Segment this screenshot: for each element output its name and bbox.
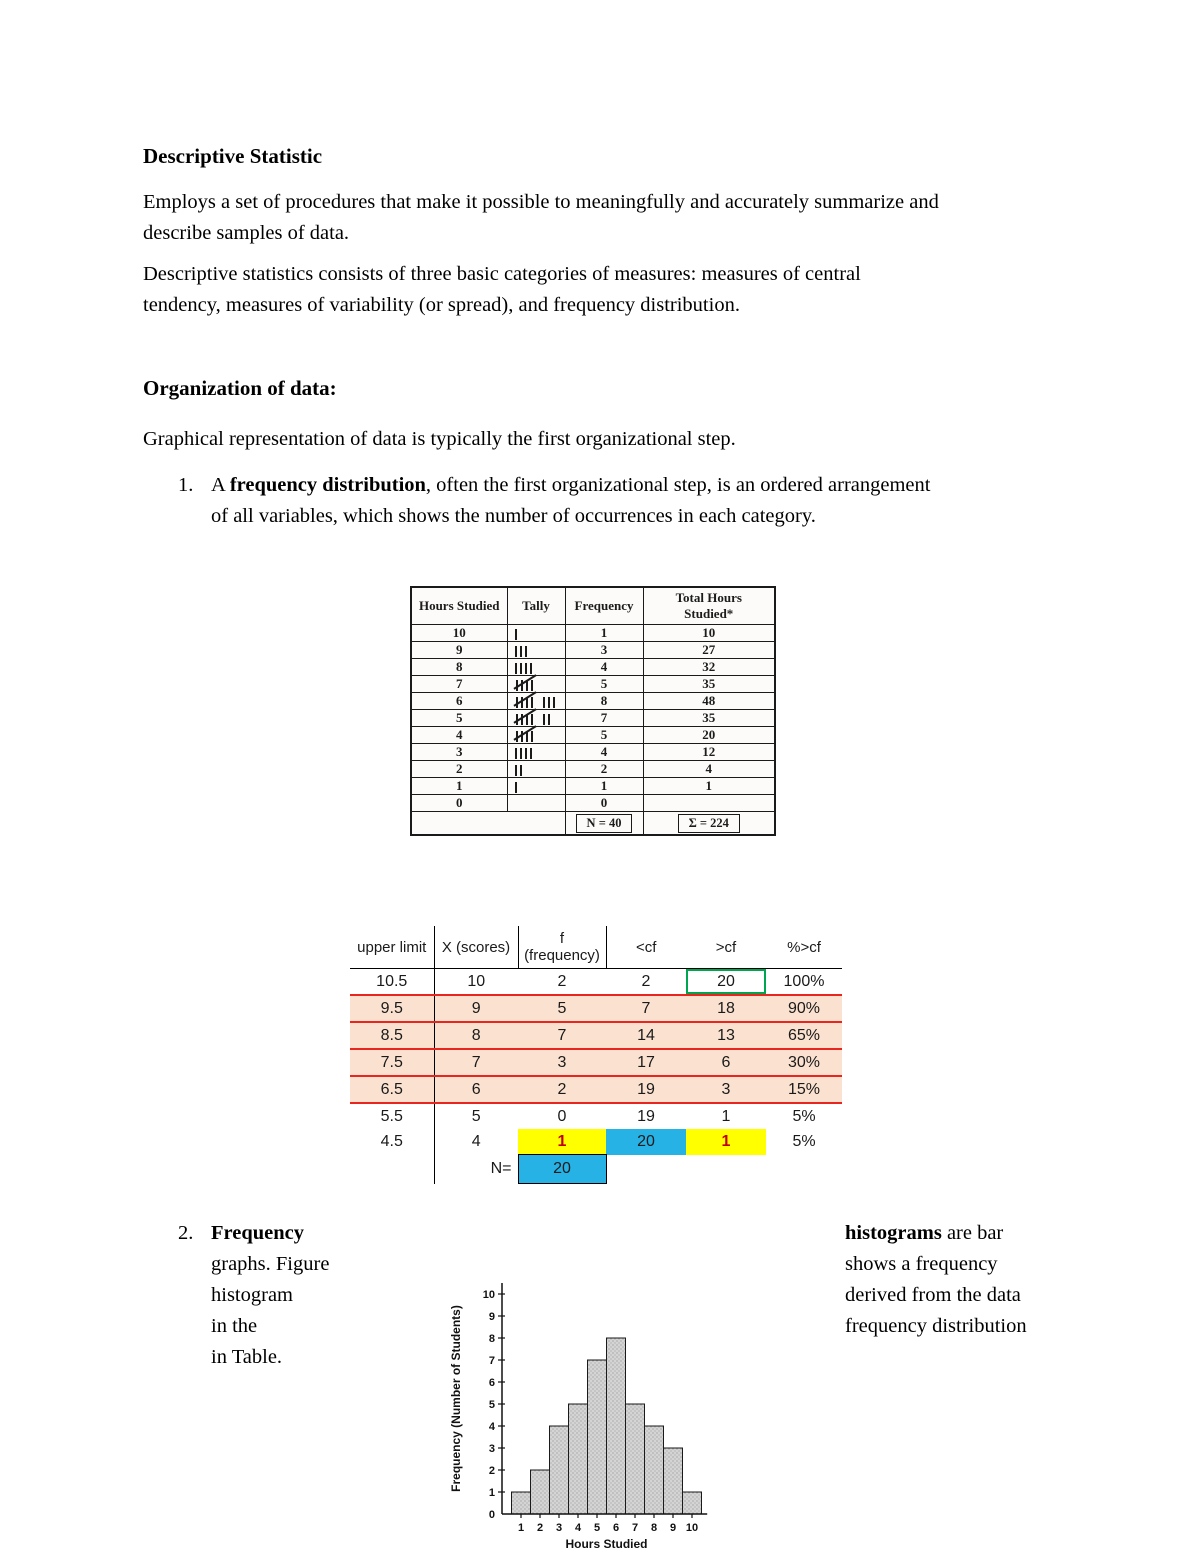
text-line: histogram: [211, 1284, 293, 1306]
tally-mark-icon: [526, 680, 528, 691]
tally-mark-icon: [530, 748, 532, 759]
frequency-distribution-table: [410, 586, 776, 836]
tally-mark-icon: [531, 731, 533, 742]
table-cell: 9: [411, 642, 507, 659]
table-cell: 13: [686, 1022, 766, 1049]
table-summary-row: [411, 812, 775, 836]
column-header: f (frequency): [518, 926, 606, 969]
x-tick-label: 8: [650, 1522, 658, 1534]
table-cell: 8: [434, 1022, 518, 1049]
tally-mark-icon: [515, 782, 517, 793]
tally-mark-icon: [520, 663, 522, 674]
histogram-bar: [569, 1404, 588, 1514]
column-header: Hours Studied: [411, 587, 507, 625]
table-cell: 10.5: [350, 969, 434, 996]
tally-mark-icon: [521, 731, 523, 742]
table-cell: 30%: [766, 1049, 842, 1076]
paragraph-line: describe samples of data.: [143, 222, 350, 244]
histogram-bar: [664, 1448, 683, 1514]
x-tick-label: 5: [593, 1522, 601, 1534]
text-line: in the: [211, 1315, 258, 1337]
histogram-bar: [588, 1360, 607, 1514]
tally-five-icon: [514, 727, 536, 743]
list-item-1: [211, 470, 1081, 532]
table-row: [350, 969, 842, 996]
frequency-histogram-figure: [444, 1276, 734, 1557]
table-cell: 2: [565, 761, 643, 778]
table-cell: 1: [565, 778, 643, 795]
table-cell: 14: [606, 1022, 686, 1049]
empty-cell: [606, 1155, 686, 1184]
column-header: Total Hours Studied*: [643, 587, 775, 625]
table-cell: 17: [606, 1049, 686, 1076]
tally-mark-icon: [515, 663, 517, 674]
table-row: [411, 625, 775, 642]
tally-mark-icon: [521, 697, 523, 708]
table-cell: 3: [565, 642, 643, 659]
x-tick-label: 10: [685, 1522, 699, 1534]
paragraph-summary: [143, 187, 1073, 249]
tally-mark-icon: [526, 697, 528, 708]
column-header: upper limit: [350, 926, 434, 969]
table-cell: 35: [643, 710, 775, 727]
table-cell: 1: [721, 1107, 731, 1125]
table-cell: 35: [643, 676, 775, 693]
list-item-1-number: 1.: [178, 474, 194, 496]
tally-mark-icon: [531, 714, 533, 725]
table-cell: 9: [434, 995, 518, 1022]
y-tick-label: 2: [488, 1465, 495, 1477]
n-value-cell: 20: [518, 1155, 606, 1184]
table-row: [411, 710, 775, 727]
table-cell: 9.5: [350, 995, 434, 1022]
table-cell: 1: [518, 1129, 606, 1155]
table-cell: 0: [411, 795, 507, 812]
y-tick-label: 10: [482, 1289, 495, 1301]
x-tick-label: 3: [555, 1522, 563, 1534]
table-row: [411, 778, 775, 795]
table-cell: 20: [686, 969, 766, 996]
table-cell: 7.5: [350, 1049, 434, 1076]
cumulative-frequency-table: [350, 926, 842, 1184]
table-cell: 2: [606, 969, 686, 996]
table-cell: 7: [606, 995, 686, 1022]
table-cell: 10: [434, 969, 518, 996]
y-tick-label: 5: [488, 1399, 495, 1411]
table-cell: 5.5: [380, 1107, 403, 1125]
table-row: [411, 795, 775, 812]
table-row: [411, 727, 775, 744]
table-cell: 48: [643, 693, 775, 710]
tally-mark-icon: [515, 765, 517, 776]
tally-mark-icon: [521, 680, 523, 691]
tally-five-icon: [514, 710, 536, 726]
column-header: Tally: [507, 587, 565, 625]
table-footer-row: [350, 1155, 842, 1184]
text-line: Frequency: [211, 1222, 305, 1244]
n-total-box: N = 40: [576, 814, 633, 833]
tally-mark-icon: [526, 731, 528, 742]
table-cell: 4: [565, 659, 643, 676]
table-cell: 65%: [766, 1022, 842, 1049]
list-item-2-left-text: [211, 1218, 381, 1373]
section-heading: Organization of data:: [143, 376, 337, 400]
column-header: Frequency: [565, 587, 643, 625]
column-header: X (scores): [434, 926, 518, 969]
y-tick-label: 8: [488, 1333, 495, 1345]
tally-cell: [507, 693, 565, 710]
table-row: [350, 1022, 842, 1049]
tally-cell: [507, 710, 565, 727]
histogram-bar: [531, 1470, 550, 1514]
tally-mark-icon: [515, 646, 517, 657]
y-tick-label: 6: [488, 1377, 495, 1389]
tally-five-icon: [514, 693, 536, 709]
table-cell: 12: [643, 744, 775, 761]
text-run-bold: frequency distribution: [229, 474, 426, 496]
tally-mark-icon: [526, 714, 528, 725]
column-header: %>cf: [766, 926, 842, 969]
table-cell: 19: [637, 1107, 655, 1125]
tally-mark-icon: [548, 697, 550, 708]
tally-mark-icon: [531, 697, 533, 708]
text-line: shows a frequency: [845, 1253, 998, 1275]
table-cell: 5: [565, 676, 643, 693]
sigma-total-box: Σ = 224: [678, 814, 740, 833]
table-cell: 32: [643, 659, 775, 676]
y-axis-title: Frequency (Number of Students): [449, 1305, 463, 1492]
tally-mark-icon: [520, 646, 522, 657]
empty-cell: [766, 1155, 842, 1184]
table-cell: 1: [565, 625, 643, 642]
tally-cell: [507, 795, 565, 812]
tally-mark-icon: [515, 629, 517, 640]
tally-mark-icon: [516, 680, 518, 691]
table-cell: 3: [411, 744, 507, 761]
list-item-2-right-text: [845, 1218, 1075, 1342]
table-cell: 0: [557, 1107, 567, 1125]
tally-mark-icon: [520, 748, 522, 759]
text-line: derived from the data: [845, 1284, 1021, 1306]
table-cell: 20: [606, 1129, 686, 1155]
table-row: [411, 676, 775, 693]
tally-cell: [507, 625, 565, 642]
table-cell: 20: [643, 727, 775, 744]
tally-cell: [507, 778, 565, 795]
list-item-line: [211, 470, 1081, 501]
histogram-bar: [550, 1426, 569, 1514]
table-cell: 5: [434, 1103, 518, 1129]
table-cell: 6: [686, 1049, 766, 1076]
y-tick-label: 1: [488, 1487, 495, 1499]
n-label: N=: [434, 1155, 518, 1184]
tally-cell: [507, 761, 565, 778]
table-cell: 4: [434, 1129, 518, 1155]
table-cell: 8: [565, 693, 643, 710]
table-cell: 3: [686, 1076, 766, 1103]
x-axis-title: Hours Studied: [565, 1537, 648, 1551]
tally-mark-icon: [516, 714, 518, 725]
table-cell: 7: [518, 1022, 606, 1049]
tally-cell: [507, 642, 565, 659]
table-row: [350, 995, 842, 1022]
sigma-total-cell: [643, 812, 775, 836]
tally-mark-icon: [548, 714, 550, 725]
histogram-bar: [645, 1426, 664, 1514]
tally-mark-icon: [515, 748, 517, 759]
table-row: [411, 744, 775, 761]
paragraph-line: Employs a set of procedures that make it possible to meaningfully and accurately summarize and: [143, 191, 939, 213]
table-cell: 5: [565, 727, 643, 744]
tally-mark-icon: [521, 714, 523, 725]
tally-mark-icon: [530, 663, 532, 674]
table-cell: 4.5: [380, 1132, 403, 1150]
table-cell: 7: [434, 1049, 518, 1076]
table-cell: 5: [411, 710, 507, 727]
x-tick-label: 6: [612, 1522, 620, 1534]
paragraph-categories: [143, 259, 1073, 321]
tally-mark-icon: [516, 731, 518, 742]
table-cell: 5%: [792, 1107, 816, 1125]
tally-cell: [507, 744, 565, 761]
text-line: graphs. Figure: [211, 1253, 330, 1275]
table-cell: [643, 795, 775, 812]
y-tick-label: 7: [488, 1355, 495, 1367]
y-tick-label: 9: [488, 1311, 495, 1323]
paragraph-line: tendency, measures of variability (or spread), and frequency distribution.: [143, 294, 740, 316]
table-cell: 15%: [766, 1076, 842, 1103]
n-total-cell: [565, 812, 643, 836]
table-cell: 6.5: [350, 1076, 434, 1103]
table-row: [411, 693, 775, 710]
table-row: [350, 1049, 842, 1076]
histogram-bar: [683, 1492, 702, 1514]
table-cell: 90%: [766, 995, 842, 1022]
tally-mark-icon: [543, 697, 545, 708]
table-cell: 2: [518, 969, 606, 996]
empty-cell: [686, 1155, 766, 1184]
x-tick-label: 2: [536, 1522, 544, 1534]
tally-cell: [507, 727, 565, 744]
table-cell: 0: [565, 795, 643, 812]
tally-mark-icon: [516, 697, 518, 708]
x-tick-label: 7: [631, 1522, 639, 1534]
tally-cell: [507, 676, 565, 693]
histogram-bar: [626, 1404, 645, 1514]
tally-mark-icon: [525, 748, 527, 759]
y-tick-label: 0: [488, 1509, 495, 1521]
table-row: [350, 1103, 842, 1129]
table-row: [411, 761, 775, 778]
table-row: [411, 642, 775, 659]
text-run-bold: histograms: [845, 1222, 942, 1244]
table-cell: 7: [411, 676, 507, 693]
section-intro: Graphical representation of data is typically the first organizational step.: [143, 428, 736, 450]
text-run: , often the first organizational step, is an ordered arrangement: [425, 474, 931, 496]
table-cell: 2: [411, 761, 507, 778]
text-line: frequency distribution: [845, 1315, 1027, 1337]
tally-mark-icon: [531, 680, 533, 691]
table-cell: 10: [411, 625, 507, 642]
x-tick-label: 1: [517, 1522, 525, 1534]
table-row: [350, 1129, 842, 1155]
table-cell: 2: [518, 1076, 606, 1103]
text-run: A: [211, 474, 230, 496]
text-line: in Table.: [211, 1346, 283, 1368]
x-tick-label: 9: [669, 1522, 677, 1534]
page-title: Descriptive Statistic: [143, 144, 323, 168]
table-cell: 4: [643, 761, 775, 778]
y-tick-label: 4: [488, 1421, 495, 1433]
empty-cell: [411, 812, 565, 836]
list-item-2-number: 2.: [178, 1222, 194, 1244]
tally-five-icon: [514, 676, 536, 692]
table-cell: 27: [643, 642, 775, 659]
table-row: [350, 1076, 842, 1103]
table-cell: 6: [434, 1076, 518, 1103]
table-cell: 19: [606, 1076, 686, 1103]
histogram-chart: [444, 1276, 734, 1552]
text-line: [845, 1218, 1075, 1249]
table-cell: 6: [411, 693, 507, 710]
table-cell: 18: [686, 995, 766, 1022]
tally-mark-icon: [553, 697, 555, 708]
empty-cell: [350, 1155, 434, 1184]
table-cell: 100%: [766, 969, 842, 996]
column-header: <cf: [606, 926, 686, 969]
table-cell: 1: [643, 778, 775, 795]
tally-mark-icon: [543, 714, 545, 725]
table-cell: 1: [686, 1129, 766, 1155]
table-cell: 5%: [792, 1132, 816, 1150]
tally-cell: [507, 659, 565, 676]
table-header-row: [350, 926, 842, 969]
table-header-row: [411, 587, 775, 625]
tally-mark-icon: [520, 765, 522, 776]
table-cell: 10: [643, 625, 775, 642]
tally-mark-icon: [525, 663, 527, 674]
table-cell: 3: [518, 1049, 606, 1076]
table-row: [411, 659, 775, 676]
table-cell: 4: [411, 727, 507, 744]
paragraph-line: Descriptive statistics consists of three basic categories of measures: measures of central: [143, 263, 861, 285]
table-cell: 8: [411, 659, 507, 676]
table-cell: 4: [565, 744, 643, 761]
table-cell: 8.5: [350, 1022, 434, 1049]
column-header: >cf: [686, 926, 766, 969]
table-cell: 5: [518, 995, 606, 1022]
list-item-line: of all variables, which shows the number of occurrences in each category.: [211, 505, 816, 527]
y-tick-label: 3: [488, 1443, 495, 1455]
histogram-bar: [607, 1338, 626, 1514]
table-cell: 7: [565, 710, 643, 727]
x-tick-label: 4: [574, 1522, 582, 1534]
text-run: are bar: [941, 1222, 1004, 1244]
tally-mark-icon: [525, 646, 527, 657]
table-cell: 1: [411, 778, 507, 795]
histogram-bar: [512, 1492, 531, 1514]
